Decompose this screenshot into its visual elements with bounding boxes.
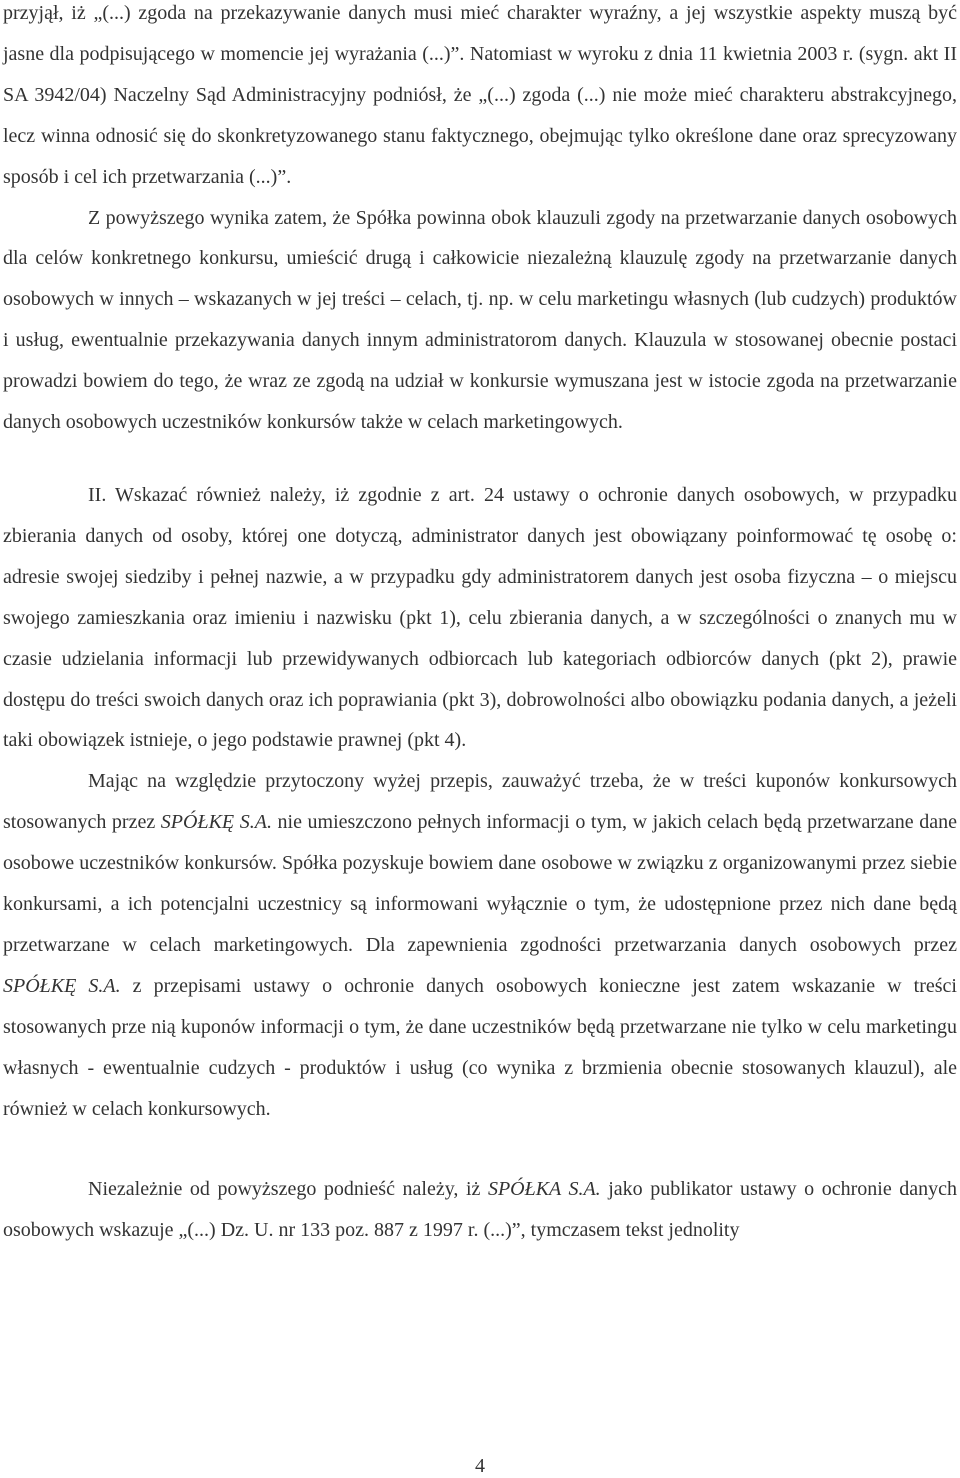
page-number: 4 <box>475 1455 485 1477</box>
company-name-italic: SPÓŁKA S.A. <box>487 1178 601 1201</box>
text-run: Mając na względzie przytoczony wyżej przepis, zauważyć trzeba, że w treści kuponów konkursowych stosowanych przez <box>3 770 957 834</box>
text-run: jako publikator ustawy o ochronie danych osobowych wskazuje „(...) Dz. U. nr 133 poz. 887 z 1997 r. (...)”, tymczasem tekst jednolity <box>3 1178 957 1242</box>
paragraph-coupons <box>3 761 957 1129</box>
text-run: z przepisami ustawy o ochronie danych osobowych konieczne jest zatem wskazanie w treści stosowanych prze nią kuponów informacji o tym, że dane uczestników będą przetwarzane nie tylko w celu marketingu własnych - ewentualnie cudzych - produktów i usług (co wynika z brzmienia obecnie stosowanych klauzul), ale również w celach konkursowych. <box>3 974 957 1120</box>
text-run: nie umieszczono pełnych informacji o tym, w jakich celach będą przetwarzane dane osobowe uczestników konkursów. Spółka pozyskuje bowiem dane osobowe w związku z organizowanymi przez siebie konkursami, a ich potencjalni uczestnicy są informowani wyłącznie o tym, że udostępnione przez nich dane będą przetwarzane w celach marketingowych. Dla zapewnienia zgodności przetwarzania danych osobowych przez <box>3 811 958 956</box>
document-body <box>3 0 957 1251</box>
paragraph-publisher <box>3 1169 957 1251</box>
company-name-italic: SPÓŁKĘ S.A. <box>160 811 272 834</box>
company-name-italic: SPÓŁKĘ S.A. <box>3 974 121 997</box>
paragraph-section-ii: II. Wskazać również należy, iż zgodnie z art. 24 ustawy o ochronie danych osobowych, w przypadku zbierania danych od osoby, której one dotyczą, administrator danych jest obowiązany poinformować tę osobę o: adresie swojej siedziby i pełnej nazwie, a w przypadku gdy administratorem danych jest osoba fizyczna – o miejscu swojego zamieszkania oraz imieniu i nazwisku (pkt 1), celu zbierania danych, a w szczególności o znanych mu w czasie udzielania informacji lub przewidywanych odbiorcach lub kategoriach odbiorców danych (pkt 2), prawie dostępu do treści swoich danych oraz ich poprawiania (pkt 3), dobrowolności albo obowiązku podania danych, a jeżeli taki obowiązek istnieje, o jego podstawie prawnej (pkt 4). <box>3 483 957 752</box>
text-run: Niezależnie od powyższego podnieść należy, iż <box>88 1178 488 1201</box>
paragraph-citation: przyjął, iż „(...) zgoda na przekazywanie danych musi mieć charakter wyraźny, a jej wszystkie aspekty muszą być jasne dla podpisującego w momencie jej wyrażania (...)”. Natomiast w wyroku z dnia 11 kwietnia 2003 r. (sygn. akt II SA 3942/04) Naczelny Sąd Administracyjny podniósł, że „(...) zgoda (...) nie może mieć charakteru abstrakcyjnego, lecz winna odnosić się do skonkretyzowanego stanu faktycznego, obejmując tylko określone dane oraz sprecyzowany sposób i cel ich przetwarzania (...)”. <box>3 2 957 188</box>
paragraph-conclusion: Z powyższego wynika zatem, że Spółka powinna obok klauzuli zgody na przetwarzanie danych osobowych dla celów konkretnego konkursu, umieścić drugą i całkowicie niezależną klauzulę zgody na przetwarzanie danych osobowych w innych – wskazanych w jej treści – celach, tj. np. w celu marketingu własnych (lub cudzych) produktów i usług, ewentualnie przekazywania danych innym administratorom danych. Klauzula w stosowanej obecnie postaci prowadzi bowiem do tego, że wraz ze zgodą na udział w konkursie wymuszana jest w istocie zgoda na przetwarzanie danych osobowych uczestników konkursów także w celach marketingowych. <box>3 206 957 434</box>
